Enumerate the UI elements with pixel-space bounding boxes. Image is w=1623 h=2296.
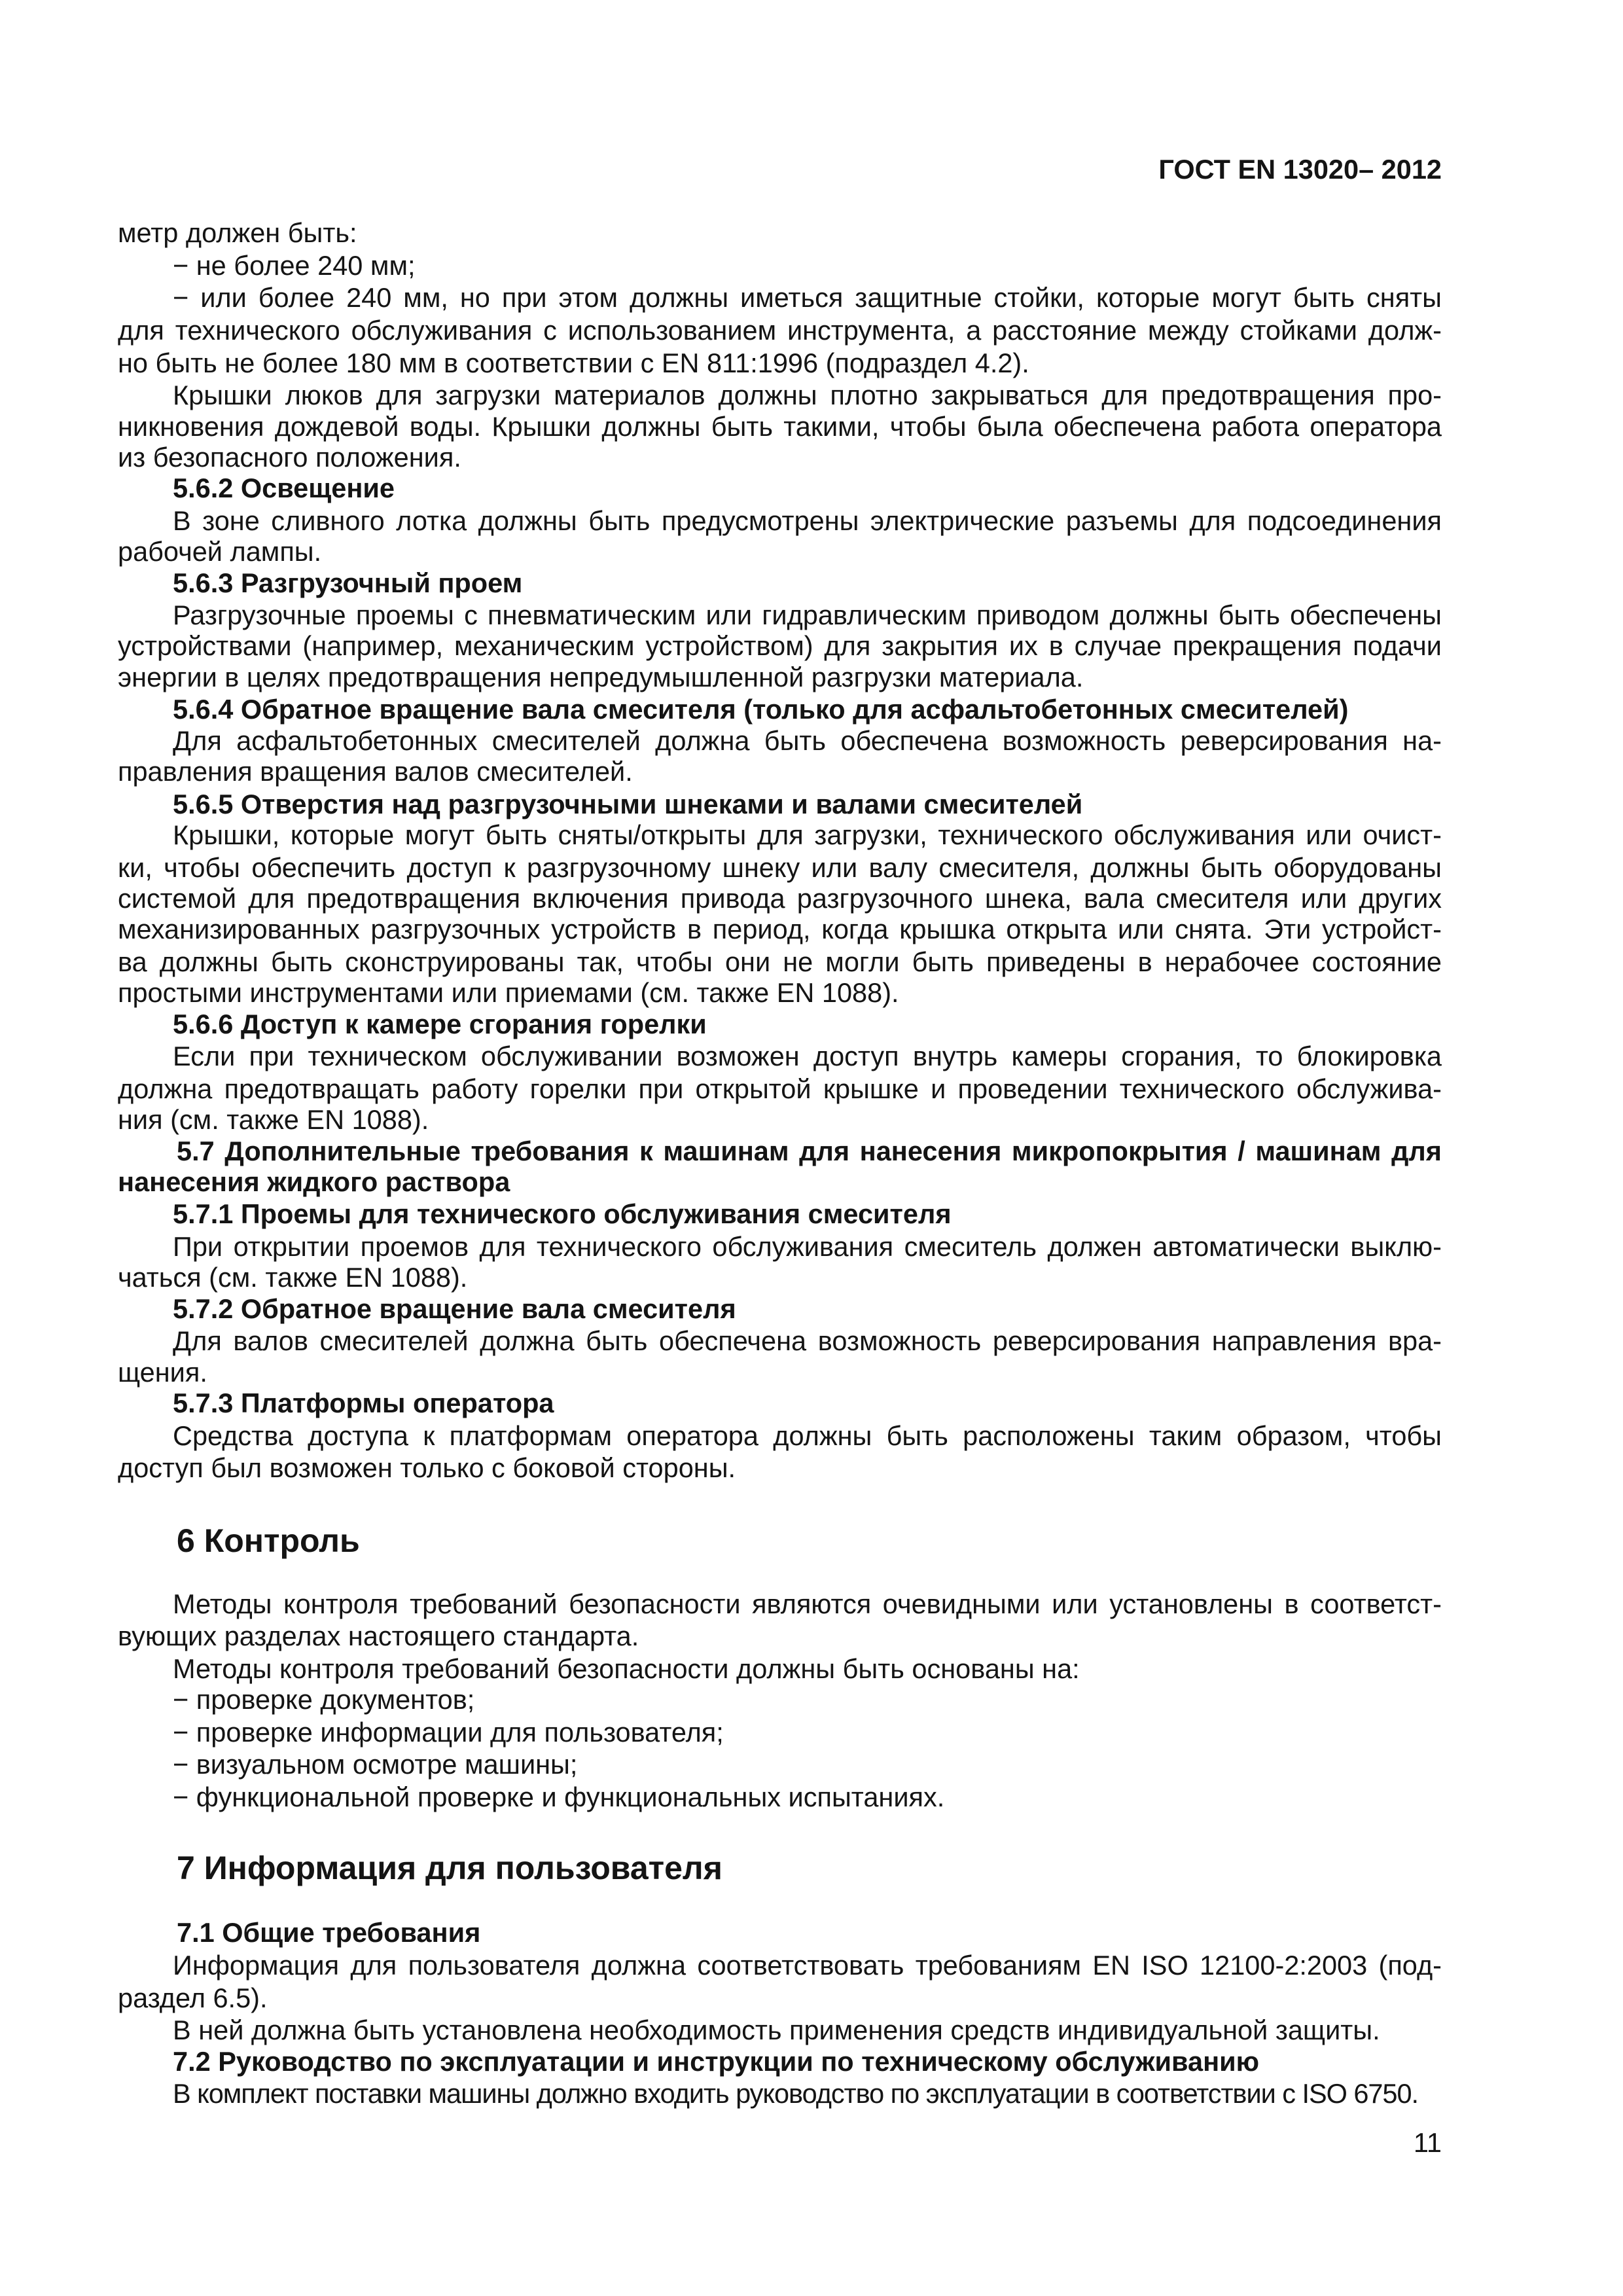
clause-heading: 7.1 Общие требования: [177, 1917, 481, 1948]
body-text-line: механизированных разгрузочных устройств в период, когда крышка открыта или снята. Эти устройст-: [118, 914, 1442, 944]
body-text-line: Методы контроля требований безопасности являются очевидными или установлены в соответст-: [173, 1588, 1442, 1619]
body-text-line: Для валов смесителей должна быть обеспечена возможность реверсирования направления вра-: [173, 1325, 1442, 1356]
body-text-line: В комплект поставки машины должно входить руководство по эксплуатации в соответствии с ISO 6750.: [173, 2078, 1419, 2109]
body-text-line: раздел 6.5).: [118, 1982, 268, 2013]
body-text-line: энергии в целях предотвращения непредумышленной разгрузки материала.: [118, 662, 1084, 692]
section-heading: 7 Информация для пользователя: [177, 1850, 722, 1886]
page-number: 11: [1413, 2127, 1442, 2158]
clause-heading: 5.6.4 Обратное вращение вала смесителя (только для асфальтобетонных смесителей): [173, 694, 1349, 725]
body-text-line: щения.: [118, 1357, 207, 1388]
body-text-line: должна предотвращать работу горелки при открытой крышке и проведении технического обслужива-: [118, 1073, 1442, 1104]
body-text-line: ва должны быть сконструированы так, чтобы они не могли быть приведены в нерабочее состояние: [118, 946, 1442, 977]
list-item: − не более 240 мм;: [173, 250, 416, 281]
body-text-line: Методы контроля требований безопасности должны быть основаны на:: [173, 1653, 1080, 1684]
body-text-line: В ней должна быть установлена необходимость применения средств индивидуальной защиты.: [173, 2015, 1380, 2045]
list-item: − функциональной проверке и функциональных испытаниях.: [173, 1782, 945, 1812]
list-item: − проверке информации для пользователя;: [173, 1717, 724, 1748]
body-text-line: для технического обслуживания с использованием инструмента, а расстояние между стойками долж-: [118, 315, 1442, 346]
body-text-line: устройствами (например, механическим устройством) для закрытия их в случае прекращения подачи: [118, 630, 1442, 661]
body-text-line: метр должен быть:: [118, 217, 357, 248]
body-text-line: никновения дождевой воды. Крышки должны быть такими, чтобы была обеспечена работа оператора: [118, 411, 1442, 442]
body-text-line: Информация для пользователя должна соответствовать требованиям EN ISO 12100-2:2003 (под-: [173, 1950, 1442, 1981]
body-text-line: Для асфальтобетонных смесителей должна быть обеспечена возможность реверсирования на-: [173, 725, 1442, 756]
clause-heading: 5.6.6 Доступ к камере сгорания горелки: [173, 1009, 707, 1039]
clause-heading: 5.7.2 Обратное вращение вала смесителя: [173, 1293, 736, 1324]
body-text-line: системой для предотвращения включения привода разгрузочного шнека, вала смесителя или других: [118, 883, 1442, 914]
body-text-line: чаться (см. также EN 1088).: [118, 1262, 468, 1293]
body-text-line: простыми инструментами или приемами (см. также EN 1088).: [118, 977, 899, 1008]
section-heading: 6 Контроль: [177, 1522, 360, 1559]
standard-designation-header: ГОСТ EN 13020– 2012: [1158, 154, 1442, 185]
list-item: − визуальном осмотре машины;: [173, 1749, 578, 1780]
list-item: − проверке документов;: [173, 1684, 475, 1715]
body-text-line: В зоне сливного лотка должны быть предусмотрены электрические разъемы для подсоединения: [173, 505, 1442, 536]
body-text-line: вующих разделах настоящего стандарта.: [118, 1621, 639, 1651]
list-item: − или более 240 мм, но при этом должны иметься защитные стойки, которые могут быть сняты: [173, 282, 1442, 313]
clause-heading: нанесения жидкого раствора: [118, 1166, 510, 1197]
body-text-line: Разгрузочные проемы с пневматическим или гидравлическим приводом должны быть обеспечены: [173, 600, 1442, 630]
clause-heading: 5.6.5 Отверстия над разгрузочными шнеками и валами смесителей: [173, 789, 1083, 819]
body-text-line: доступ был возможен только с боковой стороны.: [118, 1452, 736, 1483]
clause-heading: 5.7 Дополнительные требования к машинам для нанесения микропокрытия / машинам для: [177, 1136, 1442, 1166]
clause-heading: 5.6.3 Разгрузочный проем: [173, 567, 523, 598]
clause-heading: 5.7.1 Проемы для технического обслуживания смесителя: [173, 1198, 952, 1229]
body-text-line: ки, чтобы обеспечить доступ к разгрузочному шнеку или валу смесителя, должны быть оборудованы: [118, 852, 1442, 883]
body-text-line: рабочей лампы.: [118, 536, 322, 567]
clause-heading: 5.6.2 Освещение: [173, 473, 395, 503]
body-text-line: правления вращения валов смесителей.: [118, 756, 633, 787]
clause-heading: 7.2 Руководство по эксплуатации и инструкции по техническому обслуживанию: [173, 2046, 1260, 2077]
body-text-line: из безопасного положения.: [118, 442, 461, 473]
body-text-line: ния (см. также EN 1088).: [118, 1104, 429, 1135]
body-text-line: Средства доступа к платформам оператора должны быть расположены таким образом, чтобы: [173, 1420, 1442, 1451]
body-text-line: но быть не более 180 мм в соответствии с EN 811:1996 (подраздел 4.2).: [118, 348, 1029, 378]
body-text-line: Если при техническом обслуживании возможен доступ внутрь камеры сгорания, то блокировка: [173, 1041, 1442, 1071]
clause-heading: 5.7.3 Платформы оператора: [173, 1388, 554, 1418]
body-text-line: Крышки люков для загрузки материалов должны плотно закрываться для предотвращения про-: [173, 380, 1442, 410]
body-text-line: Крышки, которые могут быть сняты/открыты для загрузки, технического обслуживания или очист-: [173, 819, 1442, 850]
body-text-line: При открытии проемов для технического обслуживания смеситель должен автоматически выклю-: [173, 1231, 1442, 1262]
